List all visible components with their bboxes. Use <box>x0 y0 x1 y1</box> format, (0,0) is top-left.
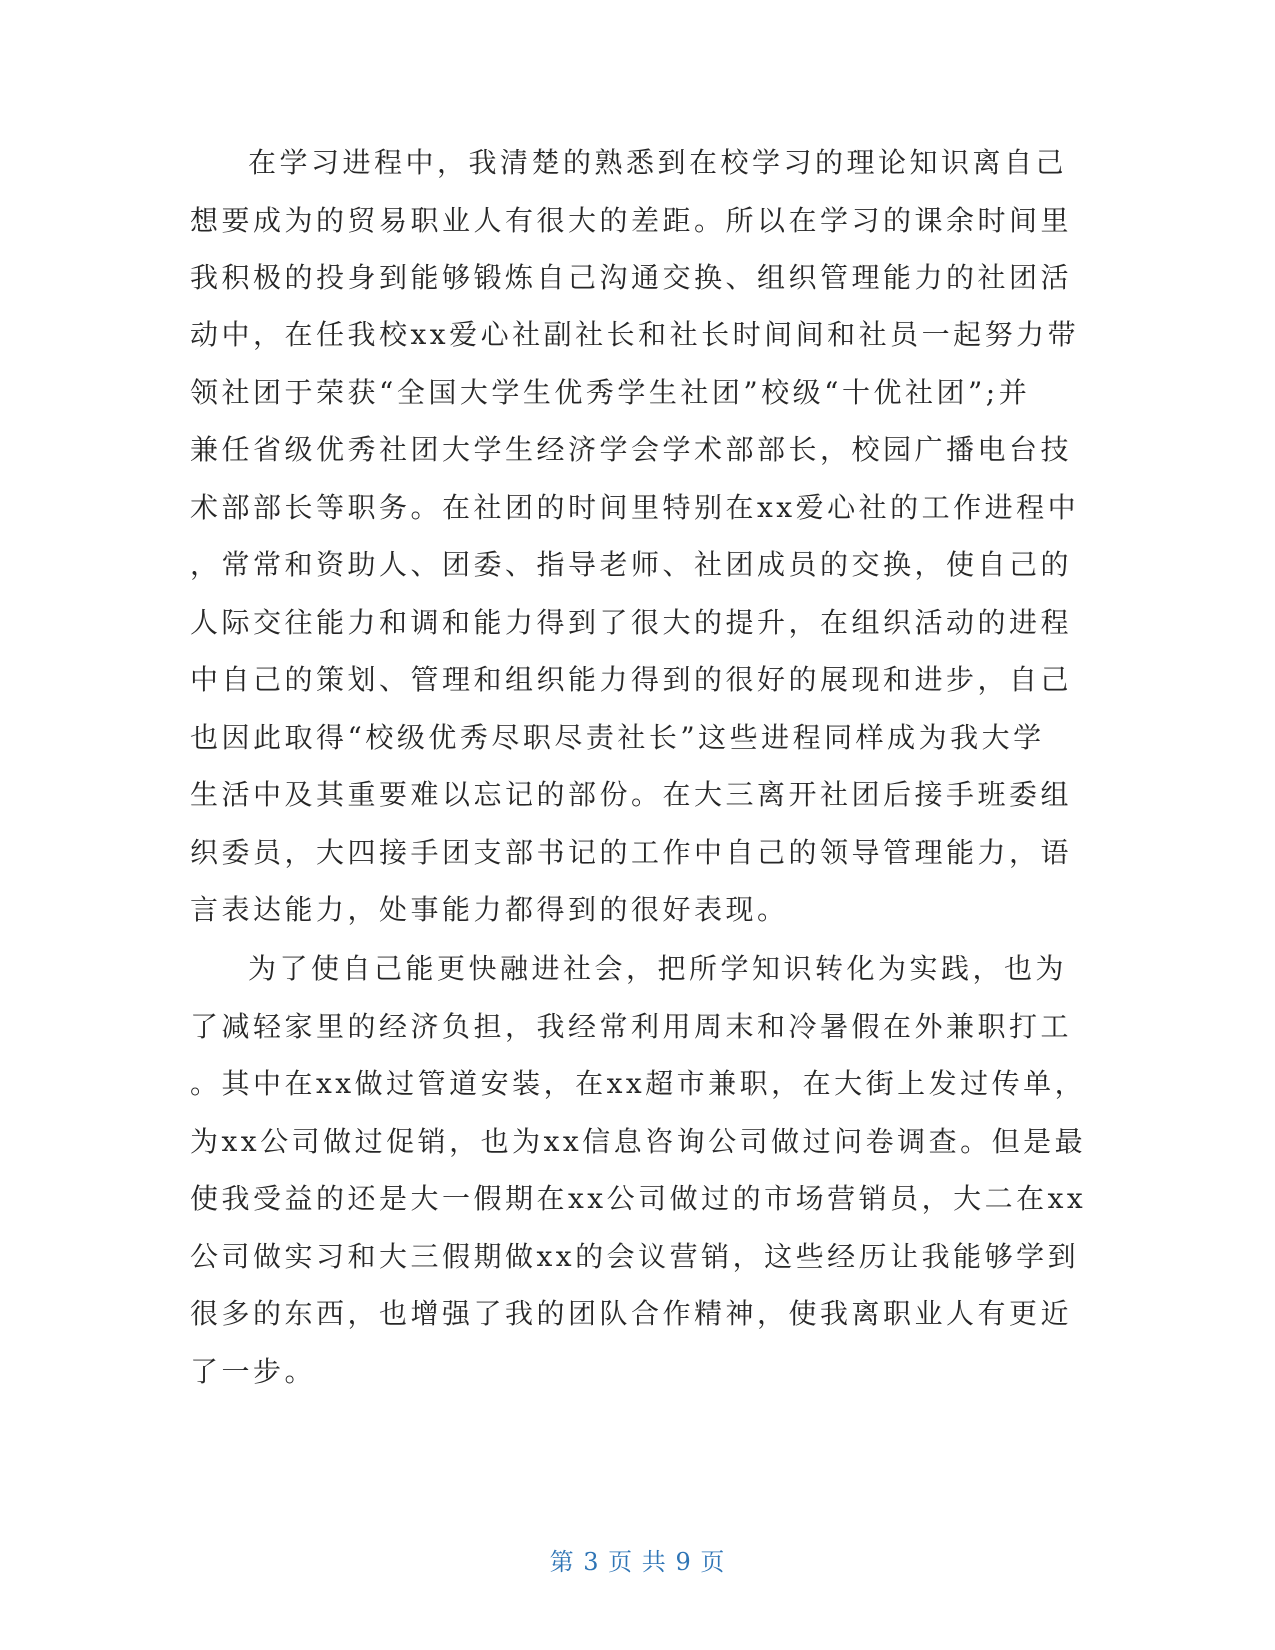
paragraph-line: 为xx公司做过促销，也为xx信息咨询公司做过问卷调查。但是最 <box>190 1125 1087 1158</box>
paragraph-line: 我积极的投身到能够锻炼自己沟通交换、组织管理能力的社团活 <box>190 261 1073 294</box>
paragraph-line: 术部部长等职务。在社团的时间里特别在xx爱心社的工作进程中 <box>190 491 1080 524</box>
paragraph-line: 在学习进程中，我清楚的熟悉到在校学习的理论知识离自己 <box>248 146 1068 179</box>
paragraph-line: 了减轻家里的经济负担，我经常利用周末和冷暑假在外兼职打工 <box>190 1010 1073 1043</box>
paragraph-line: 动中，在任我校xx爱心社副社长和社长时间间和社员一起努力带 <box>190 318 1080 351</box>
paragraph-line: 了一步。 <box>190 1355 317 1388</box>
paragraph-line: 。其中在xx做过管道安装，在xx超市兼职，在大街上发过传单， <box>190 1067 1087 1100</box>
paragraph-line: 使我受益的还是大一假期在xx公司做过的市场营销员，大二在xx <box>190 1182 1087 1215</box>
page-number-footer: 第 3 页 共 9 页 <box>549 1548 726 1576</box>
paragraph-line: ，常常和资助人、团委、指导老师、社团成员的交换，使自己的 <box>190 548 1073 581</box>
paragraph-line: 也因此取得“校级优秀尽职尽责社长”这些进程同样成为我大学 <box>190 721 1045 754</box>
paragraph-line: 生活中及其重要难以忘记的部份。在大三离开社团后接手班委组 <box>190 778 1073 811</box>
paragraph-line: 中自己的策划、管理和组织能力得到的很好的展现和进步，自己 <box>190 663 1073 696</box>
paragraph-line: 领社团于荣获“全国大学生优秀学生社团”校级“十优社团”;并 <box>190 376 1031 409</box>
paragraph-line: 兼任省级优秀社团大学生经济学会学术部部长，校园广播电台技 <box>190 433 1073 466</box>
paragraph-line: 公司做实习和大三假期做xx的会议营销，这些经历让我能够学到 <box>190 1240 1080 1273</box>
paragraph-line: 人际交往能力和调和能力得到了很大的提升，在组织活动的进程 <box>190 606 1073 639</box>
paragraph-line: 为了使自己能更快融进社会，把所学知识转化为实践，也为 <box>248 952 1068 985</box>
paragraph-line: 织委员，大四接手团支部书记的工作中自己的领导管理能力，语 <box>190 836 1073 869</box>
paragraph-line: 很多的东西，也增强了我的团队合作精神，使我离职业人有更近 <box>190 1297 1073 1330</box>
paragraph-line: 言表达能力，处事能力都得到的很好表现。 <box>190 893 789 926</box>
paragraph-line: 想要成为的贸易职业人有很大的差距。所以在学习的课余时间里 <box>190 204 1073 237</box>
